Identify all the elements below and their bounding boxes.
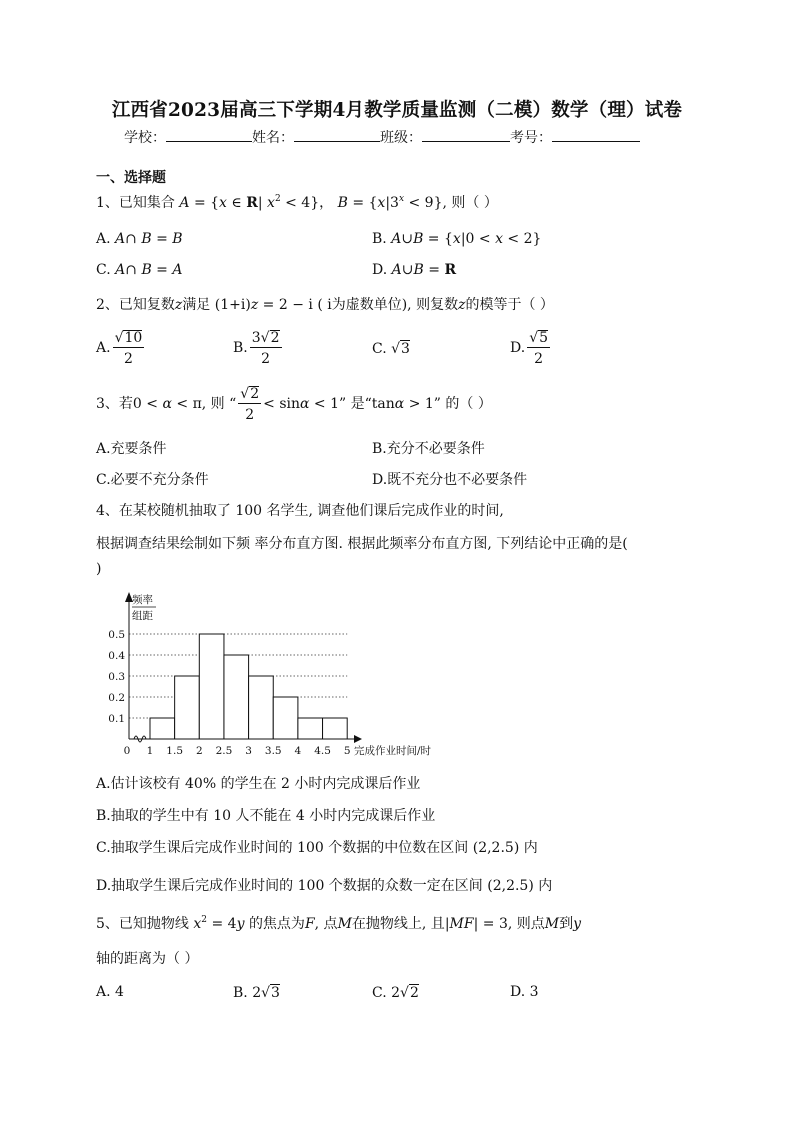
y-tick-label: 0.2 (108, 692, 125, 704)
school-label: 学校： (124, 130, 166, 146)
q1-option-d[interactable]: D. A∪B = R (372, 262, 457, 278)
x-tick-label: 3 (245, 745, 252, 756)
q2-option-c[interactable]: C. √3 (372, 341, 410, 357)
q3-option-c[interactable]: C.必要不充分条件 (96, 472, 209, 488)
name-blank[interactable] (294, 127, 380, 142)
x-axis-label: 完成作业时间/时 (354, 745, 432, 756)
q5-option-c[interactable]: C. 2√2 (372, 985, 419, 1001)
histogram-bar (273, 697, 298, 739)
q4-option-d[interactable]: D.抽取学生课后完成作业时间的 100 个数据的众数一定在区间 (2,2.5) 内 (96, 878, 553, 894)
question-4-line-1: 4、在某校随机抽取了 100 名学生, 调查他们课后完成作业的时间, (96, 503, 504, 519)
histogram-bar (199, 634, 224, 739)
q1-option-a[interactable]: A. A∩ B = B (96, 231, 183, 247)
name-label: 姓名： (252, 130, 294, 146)
class-label: 班级： (380, 130, 422, 146)
number-blank[interactable] (552, 127, 640, 142)
question-4-line-3: ) (96, 561, 102, 577)
q2-option-d[interactable]: D. $\frac{√5}{2}$ (510, 330, 549, 367)
q4-option-a[interactable]: A.估计该校有 40% 的学生在 2 小时内完成课后作业 (96, 776, 421, 792)
question-2: 2、已知复数z满足 (1+i)z = 2 − i ( i为虚数单位), 则复数z的模等于（ ） (96, 297, 554, 313)
q3-option-d[interactable]: D.既不充分也不必要条件 (372, 472, 528, 488)
histogram-bar (175, 676, 200, 739)
school-blank[interactable] (166, 127, 252, 142)
student-info-row (124, 127, 640, 147)
x-tick-label: 1.5 (166, 745, 184, 756)
q3-option-b[interactable]: B.充分不必要条件 (372, 441, 485, 457)
x-tick-label: 0 (123, 745, 131, 756)
question-5-line-2: 轴的距离为（ ） (96, 951, 199, 967)
histogram-bar (224, 655, 249, 739)
x-tick-label: 3.5 (264, 745, 282, 756)
q4-option-c[interactable]: C.抽取学生课后完成作业时间的 100 个数据的中位数在区间 (2,2.5) 内 (96, 840, 538, 856)
question-4-line-2: 根据调查结果绘制如下频 率分布直方图. 根据此频率分布直方图, 下列结论中正确的是( (96, 536, 628, 552)
y-tick-label: 0.3 (108, 671, 125, 683)
histogram-bar (298, 718, 323, 739)
set-b-expression: B (337, 195, 348, 211)
set-a-expression: A (179, 195, 190, 211)
number-label: 考号： (510, 130, 552, 146)
frequency-histogram (96, 588, 456, 756)
y-tick-label: 0.1 (108, 713, 125, 725)
y-axis-label-bottom: 组距 (132, 610, 153, 622)
histogram-bar (249, 676, 274, 739)
x-tick-label: 2 (195, 745, 203, 756)
question-3: 3、若0 < α < π, 则 “ $\frac{√2}{2}$ < sinα < 1” 是“tanα > 1” 的（ ） (96, 386, 492, 423)
x-axis-arrow (354, 735, 362, 743)
q2-option-b[interactable]: B. $\frac{3√2}{2}$ (233, 330, 280, 367)
q5-option-d[interactable]: D. 3 (510, 984, 539, 1000)
q2-option-a[interactable]: A. $\frac{√10}{2}$ (96, 330, 143, 367)
y-tick-label: 0.4 (108, 650, 125, 662)
x-tick-label: 5 (343, 745, 351, 756)
q5-option-b[interactable]: B. 2√3 (233, 985, 280, 1001)
x-tick-label: 4.5 (314, 745, 331, 756)
x-tick-label: 2.5 (215, 745, 233, 756)
x-tick-label: 1 (146, 745, 154, 756)
question-5-line-1: 5、已知抛物线 $x^2 = 4y$ 的焦点为F, 点M在抛物线上, 且|MF| = 3, 则点M到y (96, 915, 582, 932)
histogram-bar (323, 718, 348, 739)
y-tick-label: 0.5 (108, 629, 125, 641)
class-blank[interactable] (422, 127, 510, 142)
section-title: 一、选择题 (96, 170, 166, 186)
q3-option-a[interactable]: A.充要条件 (96, 441, 167, 457)
exam-title: 江西省2023届高三下学期4月教学质量监测（二模）数学（理）试卷 (111, 100, 683, 121)
q4-option-b[interactable]: B.抽取的学生中有 10 人不能在 4 小时内完成课后作业 (96, 808, 436, 824)
q1-option-c[interactable]: C. A∩ B = A (96, 262, 183, 278)
q5-option-a[interactable]: A. 4 (96, 984, 124, 1000)
histogram-bar (150, 718, 175, 739)
question-1: 1、已知集合 A = {x ∈ R| $x^2 < 4$}， $B = \{x|3^x < 9\}$, 则（ ） (96, 194, 498, 211)
x-tick-label: 4 (294, 745, 302, 756)
q1-option-b[interactable]: B. A∪B = {x|0 < x < 2} (372, 231, 542, 247)
y-axis-label-top: 频率 (132, 594, 153, 606)
